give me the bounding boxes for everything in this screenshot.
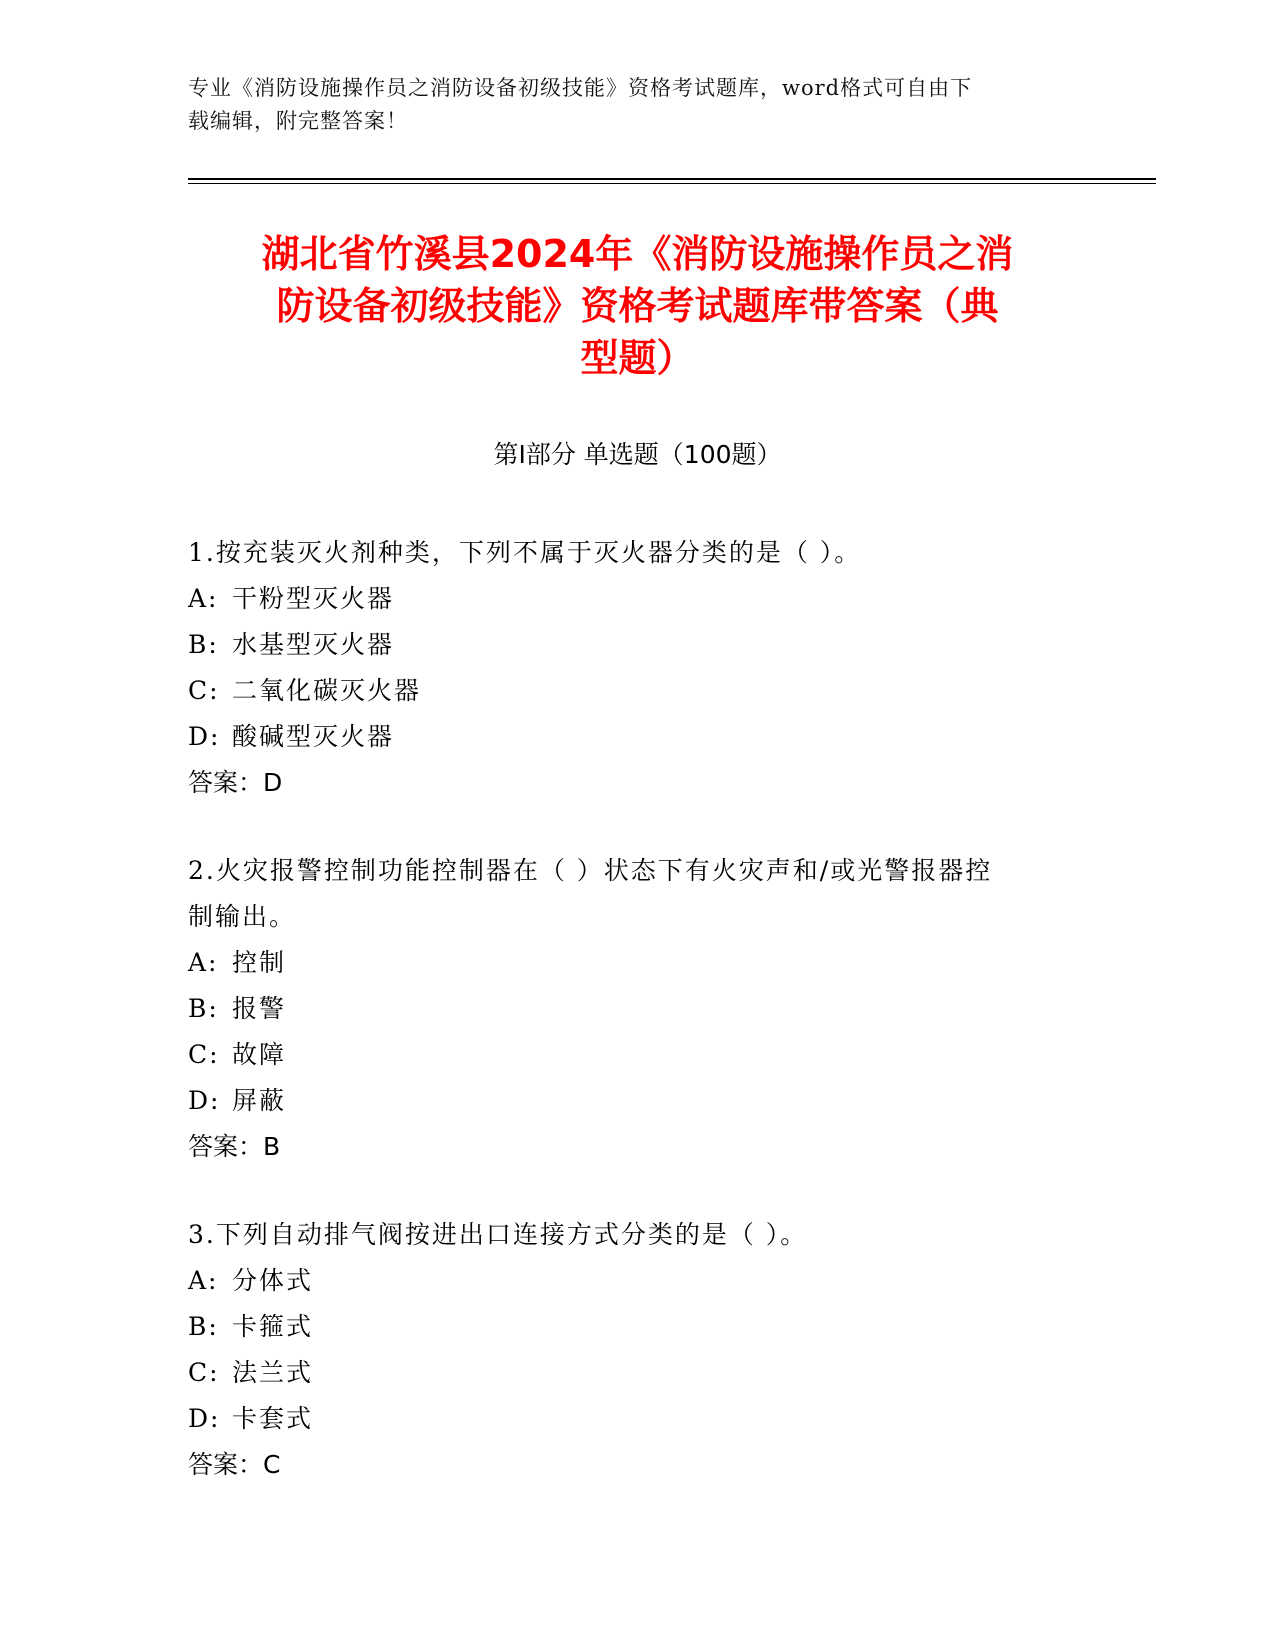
- option-b: [188, 986, 1088, 1032]
- option-d: [188, 1078, 1088, 1124]
- intro-line-1: 专业《消防设施操作员之消防设备初级技能》资格考试题库，word格式可自由下: [188, 76, 973, 100]
- title-line-1: 湖北省竹溪县2024年《消防设施操作员之消: [261, 232, 1014, 276]
- option-a: [188, 1258, 1088, 1304]
- title-line-3: 型题）: [580, 336, 695, 380]
- option-text: 屏蔽: [232, 1086, 287, 1115]
- option-text: 分体式: [232, 1266, 314, 1295]
- answer-label: 答案：C: [188, 1450, 281, 1479]
- option-key: C:: [188, 1040, 220, 1069]
- option-text: 酸碱型灭火器: [232, 722, 395, 751]
- question-2: [188, 848, 1088, 1170]
- option-d: [188, 714, 1088, 760]
- option-key: A:: [188, 948, 219, 977]
- header-divider-thick: [188, 178, 1156, 180]
- question-1: [188, 530, 1088, 806]
- option-key: B:: [188, 630, 219, 659]
- option-b: [188, 622, 1088, 668]
- option-key: A:: [188, 584, 219, 613]
- question-stem: 2.火灾报警控制功能控制器在（ ）状态下有火灾声和/或光警报器控: [188, 856, 993, 885]
- option-text: 卡套式: [232, 1404, 314, 1433]
- option-a: [188, 576, 1088, 622]
- option-text: 水基型灭火器: [232, 630, 395, 659]
- document-title: [170, 228, 1105, 384]
- option-key: D:: [188, 1404, 221, 1433]
- option-c: [188, 1350, 1088, 1396]
- question-list: [188, 530, 1088, 1530]
- option-text: 控制: [232, 948, 287, 977]
- option-text: 故障: [232, 1040, 287, 1069]
- question-stem: 1.按充装灭火剂种类，下列不属于灭火器分类的是（ ）。: [188, 538, 862, 567]
- option-c: [188, 1032, 1088, 1078]
- option-text: 法兰式: [232, 1358, 314, 1387]
- option-key: D:: [188, 722, 221, 751]
- option-key: D:: [188, 1086, 221, 1115]
- option-key: C:: [188, 676, 220, 705]
- question-stem-continuation: 制输出。: [188, 902, 297, 931]
- option-d: [188, 1396, 1088, 1442]
- title-line-2: 防设备初级技能》资格考试题库带答案（典: [276, 284, 999, 328]
- answer-label: 答案：B: [188, 1132, 281, 1161]
- option-key: B:: [188, 994, 219, 1023]
- answer-label: 答案：D: [188, 768, 283, 797]
- intro-line-2: 载编辑，附完整答案！: [188, 109, 408, 133]
- intro-text: [188, 72, 1088, 138]
- option-key: C:: [188, 1358, 220, 1387]
- section-heading: 第I部分 单选题（100题）: [493, 440, 782, 469]
- option-text: 报警: [232, 994, 287, 1023]
- option-key: A:: [188, 1266, 219, 1295]
- option-key: B:: [188, 1312, 219, 1341]
- header-divider-thin: [188, 183, 1156, 184]
- question-3: [188, 1212, 1088, 1488]
- option-a: [188, 940, 1088, 986]
- option-text: 二氧化碳灭火器: [232, 676, 422, 705]
- option-b: [188, 1304, 1088, 1350]
- option-c: [188, 668, 1088, 714]
- question-stem: 3.下列自动排气阀按进出口连接方式分类的是（ ）。: [188, 1220, 808, 1249]
- option-text: 干粉型灭火器: [232, 584, 395, 613]
- option-text: 卡箍式: [232, 1312, 314, 1341]
